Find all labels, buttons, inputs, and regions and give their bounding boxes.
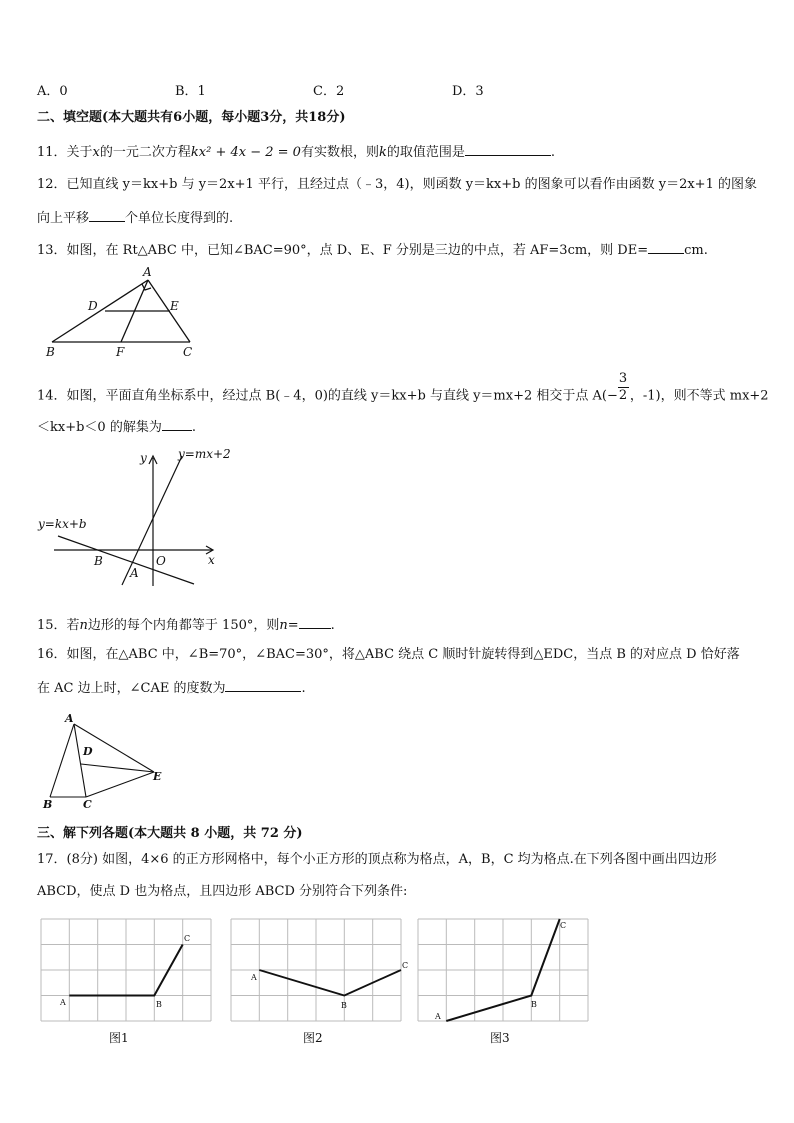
section3-title: 三、解下列各题(本大题共 8 小题，共 72 分) — [37, 826, 303, 841]
label-B: B — [46, 345, 55, 359]
section2-title: 二、填空题(本大题共有6小题，每小题3分，共18分) — [37, 110, 346, 125]
question-16-line2: 在 AC 边上时，∠CAE 的度数为 . — [37, 681, 306, 696]
line-label-mx: y=mx+2 — [178, 447, 231, 461]
grid-figure-1 — [41, 919, 213, 1049]
grid3-caption: 图3 — [490, 1031, 510, 1045]
option-b: B．1 — [175, 84, 206, 99]
figure-14 — [36, 446, 236, 596]
label-D: D — [88, 299, 98, 313]
question-14-line1: 14．如图，平面直角坐标系中，经过点 B(﹣4，0)的直线 y＝kx+b 与直线 y＝mx+2 相交于点 A(− $\frac{3}{2}$ ，-1)，则不等式 mx+2 — [37, 371, 769, 404]
question-11: 11．关于x的一元二次方程kx² + 4x − 2 = 0有实数根，则k的取值范围是 . — [37, 145, 556, 160]
label-B: B — [43, 798, 53, 811]
option-d: D．3 — [452, 84, 484, 99]
grid2-label-C: C — [402, 961, 409, 970]
label-A: A — [130, 566, 139, 580]
answer-blank[interactable] — [648, 241, 684, 254]
origin-label: O — [156, 554, 166, 568]
grid1-label-A: A — [60, 998, 66, 1007]
label-D: D — [83, 745, 93, 758]
question-14-line2: ＜kx+b＜0 的解集为 . — [37, 420, 196, 435]
label-C: C — [83, 798, 92, 811]
label-A: A — [65, 712, 74, 725]
question-17-line1: 17．(8分) 如图，4×6 的正方形网格中，每个小正方形的顶点称为格点，A，B，C 均为格点.在下列各图中画出四边形 — [37, 852, 717, 867]
grid1-label-C: C — [184, 934, 191, 943]
grid2-label-A: A — [251, 973, 257, 982]
grid3-label-A: A — [435, 1012, 441, 1021]
fraction: $\frac{3}{2}$ — [618, 371, 628, 403]
question-17-line2: ABCD，使点 D 也为格点，且四边形 ABCD 分别符合下列条件: — [37, 884, 408, 899]
question-12-line2: 向上平移 个单位长度得到的. — [37, 211, 234, 226]
grid-figure-3 — [418, 919, 590, 1049]
grid2-caption: 图2 — [303, 1031, 323, 1045]
grid3-label-B: B — [531, 1000, 537, 1009]
question-16-line1: 16．如图，在△ABC 中，∠B=70°，∠BAC=30°，将△ABC 绕点 C 顺时针旋转得到△EDC，当点 B 的对应点 D 恰好落 — [37, 647, 740, 662]
answer-blank[interactable] — [162, 418, 192, 431]
grid2-label-B: B — [341, 1001, 347, 1010]
grid1-caption: 图1 — [109, 1031, 129, 1045]
answer-blank[interactable] — [465, 143, 551, 156]
label-B: B — [94, 554, 103, 568]
figure-13 — [40, 262, 210, 362]
label-C: C — [183, 345, 193, 359]
label-E: E — [170, 299, 179, 313]
answer-blank[interactable] — [299, 616, 331, 629]
axis-x-label: x — [208, 553, 215, 567]
label-F: F — [116, 345, 125, 359]
grid-figure-2 — [231, 919, 409, 1049]
question-13: 13．如图，在 Rt△ABC 中，已知∠BAC=90°，点 D、E、F 分别是三边的中点，若 AF=3cm，则 DE= cm. — [37, 243, 708, 258]
question-15: 15．若n边形的每个内角都等于 150°，则n= . — [37, 618, 335, 633]
answer-blank[interactable] — [225, 679, 301, 692]
axis-y-label: y — [140, 451, 147, 465]
line-label-kx: y=kx+b — [38, 517, 87, 531]
figure-16 — [38, 710, 178, 810]
question-12-line1: 12．已知直线 y＝kx+b 与 y＝2x+1 平行，且经过点（﹣3，4)，则函数 y＝kx+b 的图象可以看作由函数 y＝2x+1 的图象 — [37, 177, 757, 192]
label-E: E — [153, 770, 162, 783]
label-A: A — [143, 265, 152, 279]
grid3-label-C: C — [560, 921, 567, 930]
option-c: C．2 — [313, 84, 345, 99]
answer-blank[interactable] — [89, 209, 125, 222]
option-a: A．0 — [37, 84, 68, 99]
grid1-label-B: B — [156, 1000, 162, 1009]
